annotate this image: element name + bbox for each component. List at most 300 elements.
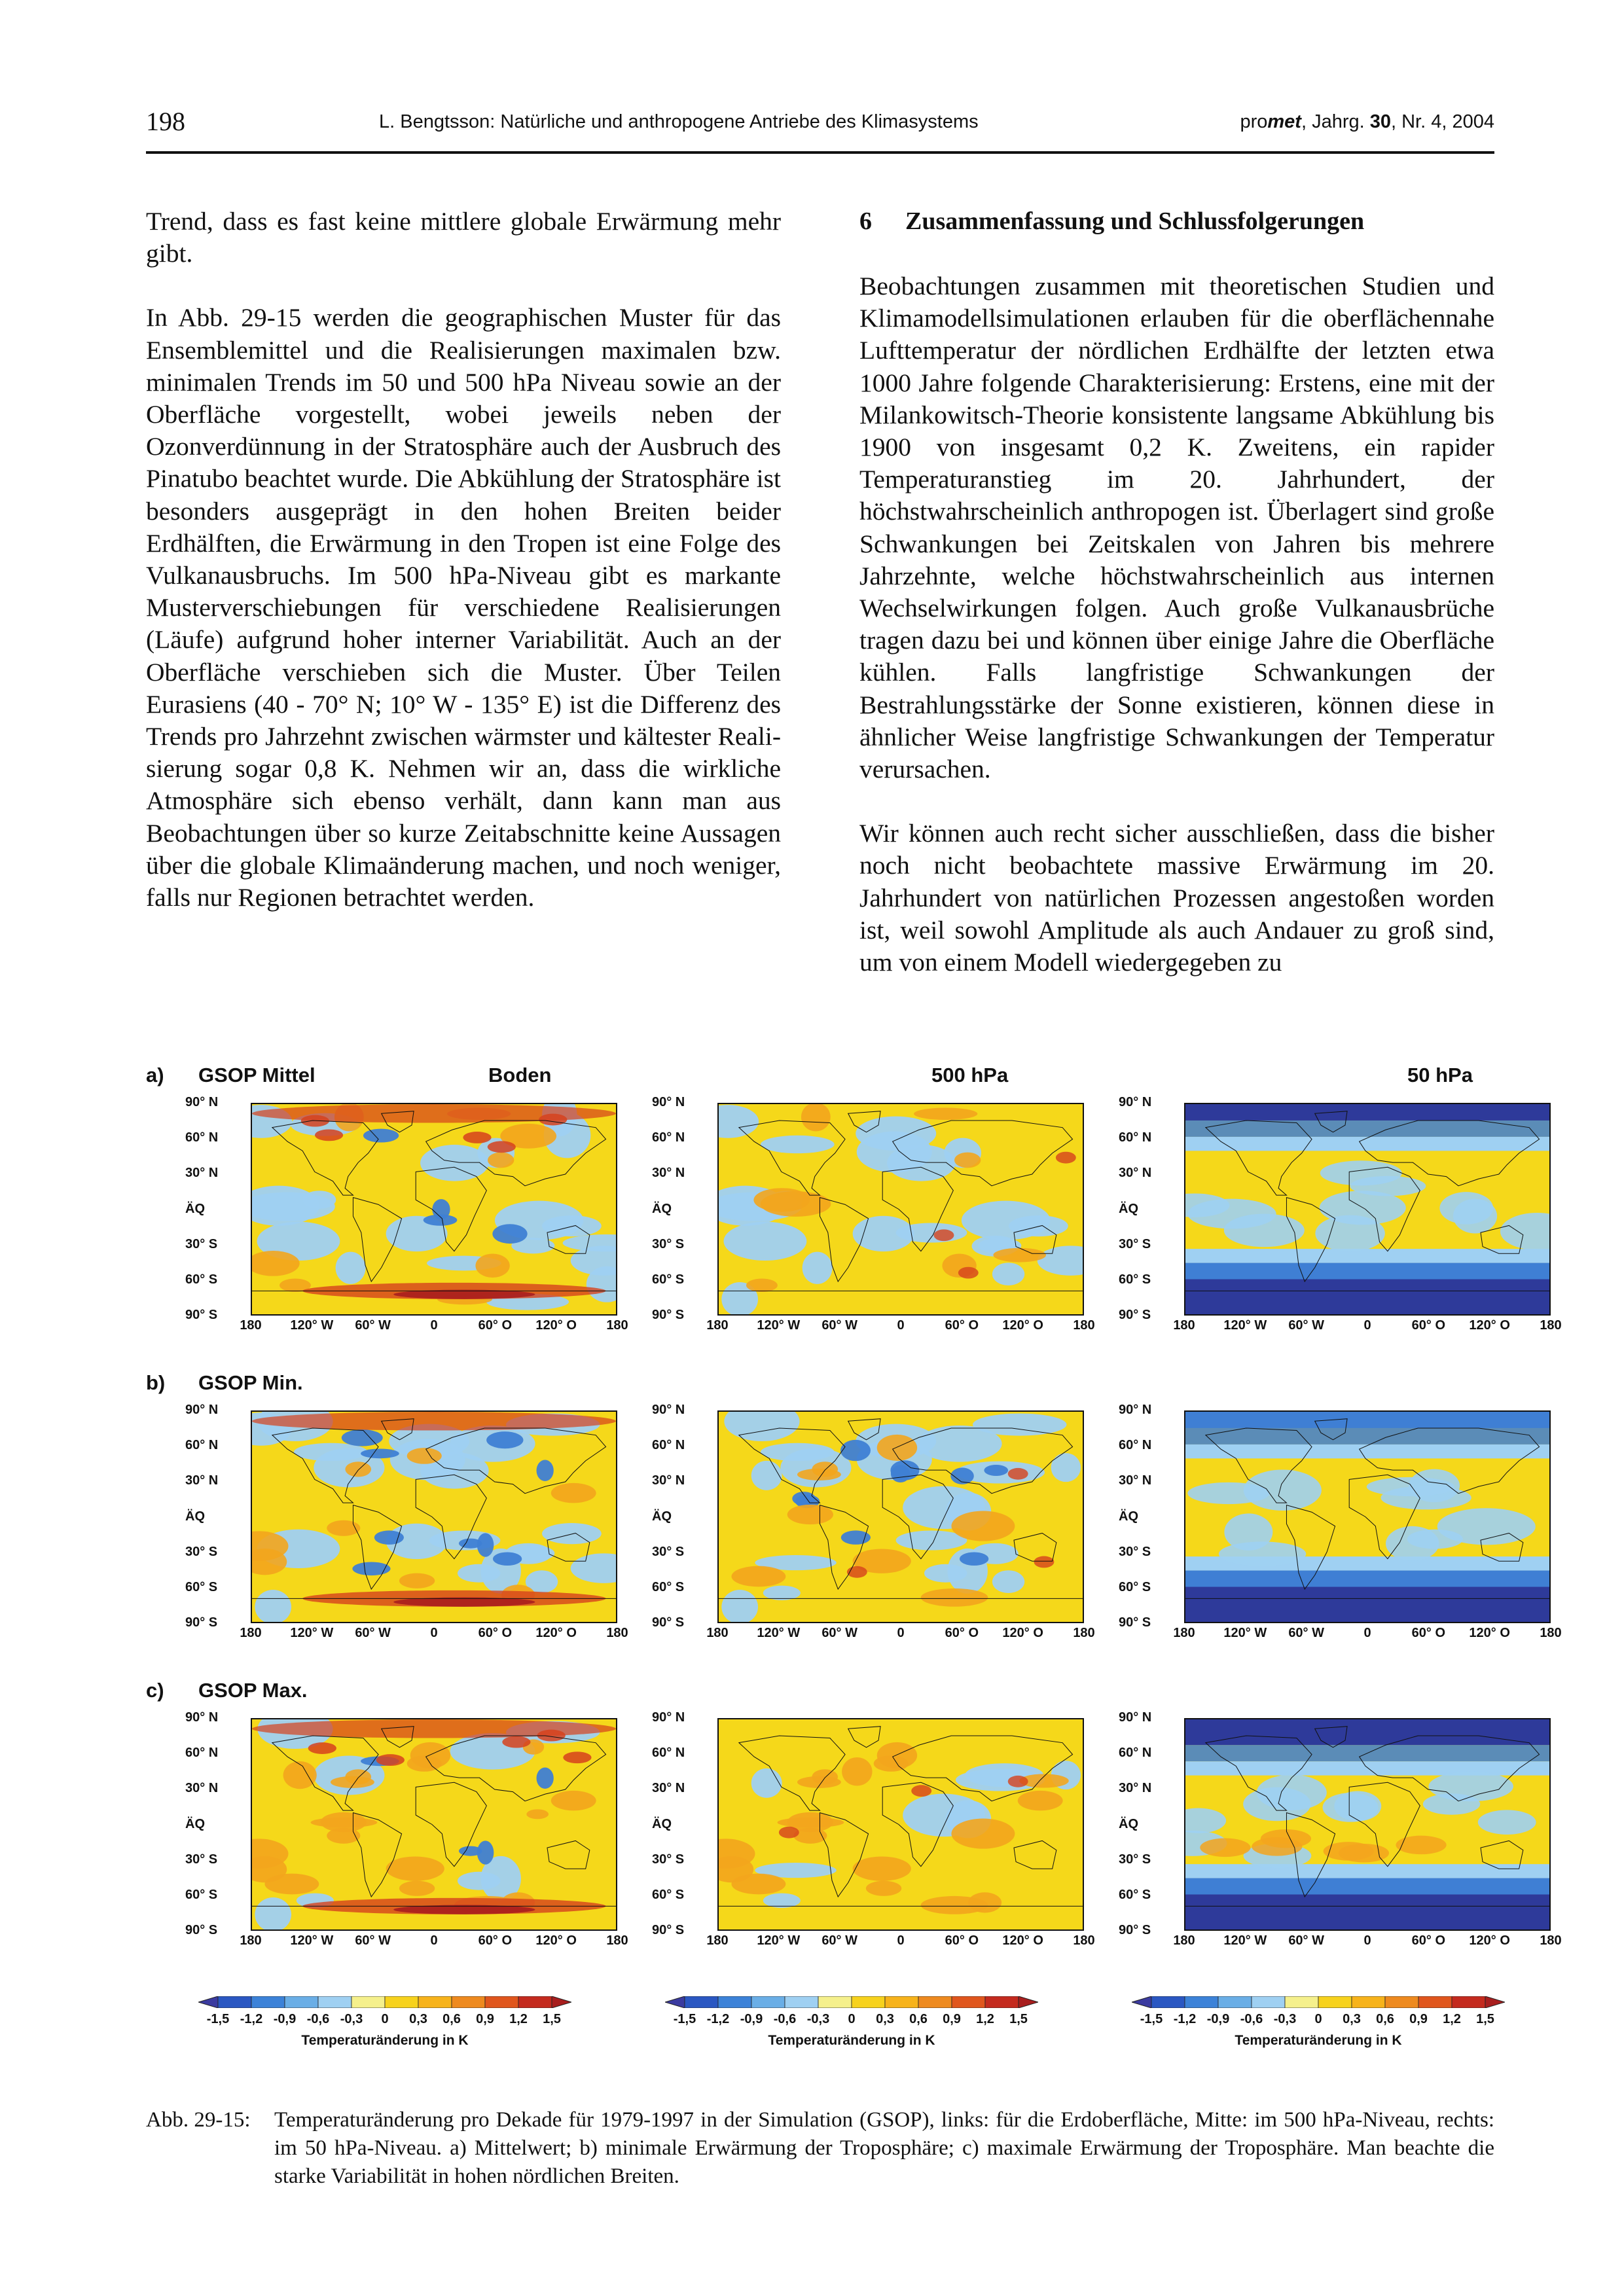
lat-label-30s: 30° S [1119, 1236, 1151, 1251]
colorbar-tick: 0,9 [1409, 2012, 1428, 2026]
colorbar-tick: 1,5 [1009, 2012, 1028, 2026]
trend-patch [761, 1136, 835, 1153]
lat-label-90n: 90° N [652, 1403, 685, 1417]
trend-patch [321, 1812, 367, 1832]
section-title: Zusammenfassung und Schlussfolgerungen [905, 207, 1365, 235]
lat-label-aeq: ÄQ [652, 1509, 672, 1524]
colorbar-title: Temperaturänderung in K [768, 2033, 935, 2048]
lat-label-90n: 90° N [185, 1095, 219, 1109]
trend-patch [252, 1412, 616, 1431]
trend-patch [973, 1414, 1066, 1436]
lon-label-60w: 60° W [821, 1626, 857, 1640]
trend-patch [542, 1523, 602, 1544]
trend-patch [1252, 1837, 1302, 1856]
trend-patch [1257, 1775, 1327, 1810]
lon-label-180w: 180 [1173, 1933, 1195, 1948]
colorbar-title: Temperaturänderung in K [301, 2033, 469, 2048]
lon-label-120o: 120° O [535, 1318, 577, 1333]
lat-label-30n: 30° N [185, 1781, 219, 1796]
lon-label-60w: 60° W [1288, 1318, 1324, 1333]
journal-mid: , Jahrg. [1301, 111, 1370, 132]
trend-patch [458, 1564, 500, 1583]
trend-patch [731, 1566, 785, 1587]
lat-label-60n: 60° N [185, 1130, 219, 1145]
lon-label-120w: 120° W [290, 1933, 334, 1948]
trend-patch [1187, 1482, 1269, 1504]
trend-patch [551, 1483, 596, 1503]
trend-patch [363, 1129, 399, 1143]
trend-patch [914, 1108, 977, 1120]
polar-band-south-outer [1185, 1878, 1549, 1895]
lat-label-60s: 60° S [652, 1887, 685, 1902]
lat-label-aeq: ÄQ [652, 1816, 672, 1831]
lon-label-180w: 180 [706, 1626, 729, 1640]
lon-label-0: 0 [430, 1318, 438, 1333]
colorbar-segment [818, 1996, 852, 2008]
trend-patch [345, 1462, 371, 1477]
trend-patch [924, 1564, 967, 1583]
trend-patch [803, 1252, 833, 1284]
lon-label-60w: 60° W [1288, 1933, 1324, 1948]
polar-band-south [1185, 1895, 1549, 1930]
trend-patch [1320, 1160, 1402, 1185]
map-panel-min-500hpa [717, 1410, 1084, 1623]
colorbar-tip-low [198, 1996, 218, 2008]
lon-label-0: 0 [897, 1933, 905, 1948]
lat-label-30s: 30° S [185, 1236, 218, 1251]
colorbar-segment [885, 1996, 918, 2008]
row-letter-c: c) [146, 1679, 164, 1702]
trend-patch [539, 1114, 567, 1126]
trend-patch [537, 1767, 554, 1789]
lon-label-0: 0 [897, 1626, 905, 1640]
lon-label-60w: 60° W [821, 1318, 857, 1333]
colorbar-tick: -0,9 [273, 2012, 297, 2026]
trend-patch [537, 1460, 554, 1481]
trend-patch [853, 1856, 911, 1880]
colorbar-segment [1452, 1996, 1485, 2008]
trend-patch [502, 1736, 530, 1748]
trend-patch [921, 1896, 988, 1914]
colorbar-tick: 1,2 [1443, 2012, 1461, 2026]
colorbar-tick: -0,6 [1240, 2012, 1263, 2026]
map-svg [719, 1412, 1083, 1622]
trend-patch [877, 1742, 917, 1768]
colorbar-tip-high [1019, 1996, 1038, 2008]
lon-label-180w: 180 [706, 1933, 729, 1948]
trend-patch [746, 1279, 778, 1292]
lon-label-120o: 120° O [1469, 1626, 1510, 1640]
lon-label-0: 0 [1363, 1933, 1371, 1948]
lat-label-90s: 90° S [1119, 1615, 1151, 1630]
lon-label-120w: 120° W [757, 1318, 801, 1333]
trend-patch [779, 1827, 799, 1839]
colorbar-segment [1252, 1996, 1285, 2008]
trend-patch [934, 1229, 954, 1241]
map-svg [252, 1104, 616, 1314]
lon-label-120w: 120° W [290, 1626, 334, 1640]
lat-label-90s: 90° S [185, 1923, 218, 1937]
lat-label-90s: 90° S [652, 1615, 685, 1630]
polar-band-south-outer [1185, 1571, 1549, 1587]
colorbar-tip-high [552, 1996, 571, 2008]
colorbar-tick: 0,6 [909, 2012, 928, 2026]
map-panel-max-boden [251, 1718, 617, 1931]
section-number: 6 [859, 207, 872, 235]
lat-label-30s: 30° S [185, 1852, 218, 1867]
trend-patch [399, 1881, 435, 1896]
colorbar-tick: 1,2 [976, 2012, 994, 2026]
polar-band-north [1185, 1719, 1549, 1745]
left-column [146, 206, 781, 946]
colorbar-tick: -0,6 [773, 2012, 797, 2026]
trend-patch [1367, 1477, 1454, 1496]
header-rule [146, 151, 1494, 154]
map-panel-min-50hpa [1184, 1410, 1551, 1623]
colorbar-tick: -0,6 [306, 2012, 330, 2026]
lat-label-30n: 30° N [185, 1473, 219, 1488]
trend-patch [463, 1132, 491, 1143]
lon-label-180e: 180 [1540, 1933, 1562, 1948]
trend-patch [960, 1552, 988, 1566]
row-title-b: GSOP Min. [198, 1371, 303, 1394]
lon-label-120o: 120° O [1002, 1626, 1043, 1640]
trend-patch [993, 1248, 1046, 1263]
polar-band-south [1185, 1280, 1549, 1315]
colorbar-tick: -0,9 [1206, 2012, 1230, 2026]
colorbar-tick: -1,2 [240, 2012, 263, 2026]
trend-patch [1034, 1556, 1055, 1568]
lon-label-120o: 120° O [535, 1626, 577, 1640]
trend-patch [877, 1435, 917, 1461]
lon-label-60o: 60° O [1411, 1318, 1446, 1333]
trend-patch [751, 1461, 782, 1490]
lon-label-120w: 120° W [757, 1933, 801, 1948]
trend-patch [386, 1856, 444, 1880]
trend-patch [315, 1129, 343, 1141]
colorbar-segment [485, 1996, 518, 2008]
lat-label-30s: 30° S [185, 1544, 218, 1559]
map-svg [1185, 1719, 1549, 1929]
map-panel-mittel-boden [251, 1103, 617, 1316]
lat-label-30n: 30° N [1119, 1781, 1152, 1796]
lat-label-30n: 30° N [652, 1166, 685, 1181]
trend-patch [342, 1429, 383, 1446]
colorbar-segment [318, 1996, 352, 2008]
row-letter-b: b) [146, 1371, 166, 1394]
lat-label-60n: 60° N [652, 1438, 685, 1453]
lat-label-30s: 30° S [652, 1544, 685, 1559]
trend-patch [951, 1819, 1015, 1849]
row-title-c: GSOP Max. [198, 1679, 308, 1702]
lat-label-60n: 60° N [1119, 1746, 1152, 1761]
right-paragraph-2: Wir können auch recht sicher ausschließen, dass die bisher noch nicht beobachtete massive Erwärmung im 20. Jahrhundert von natürlichen Prozessen angestoßen worden ist, weil sowohl Amplitude als auch Andauer zu groß sind, um von einem Modell wiedergegeben zu [859, 819, 1494, 977]
lon-label-180e: 180 [1540, 1626, 1562, 1640]
lon-label-180w: 180 [706, 1318, 729, 1333]
lat-label-90s: 90° S [185, 1308, 218, 1322]
lat-label-60s: 60° S [652, 1579, 685, 1594]
trend-patch [1056, 1152, 1076, 1164]
subpolar-band-north [1185, 1137, 1549, 1151]
lat-label-60n: 60° N [1119, 1130, 1152, 1145]
lat-label-60n: 60° N [185, 1438, 219, 1453]
lon-label-120w: 120° W [757, 1626, 801, 1640]
lon-label-120o: 120° O [535, 1933, 577, 1948]
lat-label-30n: 30° N [185, 1166, 219, 1181]
colorbar-tick: 0 [381, 2012, 389, 2026]
trend-patch [563, 1751, 591, 1763]
trend-patch [458, 1872, 500, 1890]
trend-patch [763, 1893, 801, 1908]
lat-label-aeq: ÄQ [652, 1201, 672, 1216]
trend-patch [331, 1776, 374, 1788]
column-title-50hpa: 50 hPa [1407, 1064, 1473, 1086]
lon-label-60o: 60° O [945, 1626, 979, 1640]
figure-29-15 [146, 1054, 1562, 2075]
journal-brand: met [1267, 111, 1301, 132]
lon-label-60w: 60° W [355, 1626, 391, 1640]
colorbar-tick: 0 [848, 2012, 856, 2026]
lon-label-180w: 180 [1173, 1626, 1195, 1640]
column-title-500hpa: 500 hPa [931, 1064, 1009, 1086]
colorbar-tip-low [1132, 1996, 1151, 2008]
colorbar-tick: -1,2 [706, 2012, 730, 2026]
lat-label-90n: 90° N [1119, 1095, 1152, 1109]
polar-band-north [1185, 1412, 1549, 1428]
lat-label-30s: 30° S [652, 1236, 685, 1251]
lon-label-60o: 60° O [945, 1318, 979, 1333]
trend-patch [475, 1254, 509, 1278]
lon-label-120o: 120° O [1469, 1318, 1510, 1333]
lon-label-120w: 120° W [1223, 1318, 1267, 1333]
colorbar-500hpa [665, 1996, 1038, 2008]
map-svg [1185, 1412, 1549, 1622]
trend-patch [761, 1191, 831, 1217]
lat-label-60n: 60° N [185, 1746, 219, 1761]
trend-patch [984, 1465, 1008, 1476]
colorbar-tick: -0,3 [340, 2012, 363, 2026]
lat-label-30s: 30° S [1119, 1544, 1151, 1559]
row-letter-a: a) [146, 1064, 164, 1086]
colorbar-title: Temperaturänderung in K [1235, 2033, 1402, 2048]
colorbar-segment [218, 1996, 251, 2008]
colorbar-segment [385, 1996, 418, 2008]
right-paragraph-1: Beobachtungen zusammen mit theoretischen Studien und Klimamodellsimulationen erlauben für die oberflächennahe Lufttemperatur der nördlichen Erdhälfte der letzten etwa 1000 Jahre folgende Charakterisierung: Erstens, eine mit der Milankowitsch-Theorie konsistente langsame Abkühlung bis 1900 von insgesamt 0,2 K. Zweitens, ein rapider Temperaturanstieg im 20. Jahrhundert, der höchstwahrscheinlich anthropogen ist. Überlagert sind große Schwankungen bei Zeitskalen von Jahren bis mehrere Jahrzehnte, welche höchstwahrscheinlich aus internen Wechselwirkungen folgen. Auch große Vulkanausbrüche tragen dazu bei und können über einige Jahre die Oberfläche kühlen. Falls langfristige Schwankungen der Bestrahlungsstärke der Sonne existieren, können diese in ähnlicher Weise langfristige Schwankungen der Temperatur verursachen. [859, 272, 1494, 784]
trend-patch [911, 1785, 931, 1797]
colorbar-tick: 1,5 [543, 2012, 561, 2026]
lon-label-60w: 60° W [821, 1933, 857, 1948]
subpolar-band-north [1185, 1444, 1549, 1458]
lat-label-aeq: ÄQ [185, 1201, 205, 1216]
trend-patch [264, 1874, 319, 1895]
trend-patch [493, 1552, 522, 1566]
lat-label-60s: 60° S [1119, 1887, 1151, 1902]
lon-label-60w: 60° W [1288, 1626, 1324, 1640]
page-header [146, 98, 1494, 151]
trend-patch [1396, 1836, 1446, 1855]
lon-label-180e: 180 [606, 1626, 628, 1640]
map-panel-max-500hpa [717, 1718, 1084, 1931]
colorbar-tick: 0,6 [1376, 2012, 1394, 2026]
trend-patch [1009, 1215, 1068, 1236]
trend-patch [958, 1267, 979, 1279]
colorbar-segment [1218, 1996, 1252, 2008]
colorbar-tick: -0,3 [806, 2012, 830, 2026]
lat-label-60s: 60° S [1119, 1272, 1151, 1287]
colorbar-segment [1285, 1996, 1318, 2008]
colorbar-tick: -0,9 [740, 2012, 763, 2026]
colorbar-segment [452, 1996, 485, 2008]
row-title-a: GSOP Mittel [198, 1064, 316, 1086]
lat-label-60s: 60° S [1119, 1579, 1151, 1594]
trend-patch [1334, 1791, 1381, 1821]
trend-patch [283, 1761, 317, 1789]
trend-patch [424, 1215, 458, 1226]
lon-label-180w: 180 [1173, 1318, 1195, 1333]
map-panel-min-boden [251, 1410, 617, 1623]
journal-info [1240, 111, 1494, 133]
lon-label-0: 0 [430, 1933, 438, 1948]
lat-label-aeq: ÄQ [185, 1816, 205, 1831]
lon-label-0: 0 [430, 1626, 438, 1640]
colorbar-segment [1352, 1996, 1385, 2008]
lon-label-180w: 180 [240, 1318, 262, 1333]
colorbar-boden [198, 1996, 571, 2008]
trend-patch [1200, 1839, 1250, 1857]
lon-label-180w: 180 [240, 1626, 262, 1640]
lon-label-60o: 60° O [1411, 1626, 1446, 1640]
lat-label-90s: 90° S [652, 1308, 685, 1322]
colorbar-50hpa [1132, 1996, 1505, 2008]
trend-patch [896, 1223, 967, 1242]
colorbar-segment [285, 1996, 318, 2008]
journal-suffix: , Nr. 4, 2004 [1391, 111, 1494, 132]
trend-patch [992, 1570, 1024, 1593]
colorbar-tick: -1,5 [1140, 2012, 1163, 2026]
trend-patch [486, 1431, 523, 1448]
map-svg [719, 1104, 1083, 1314]
colorbar-tick: 0,6 [442, 2012, 461, 2026]
lat-label-60s: 60° S [185, 1579, 218, 1594]
trend-patch [751, 1768, 782, 1798]
subpolar-band-south [1185, 1249, 1549, 1263]
lat-label-aeq: ÄQ [185, 1509, 205, 1524]
lon-label-60w: 60° W [355, 1318, 391, 1333]
lat-label-60s: 60° S [652, 1272, 685, 1287]
map-panel-mittel-50hpa [1184, 1103, 1551, 1316]
polar-band-south-outer [1185, 1263, 1549, 1280]
caption-text: Temperaturänderung pro Dekade für 1979-1997 in der Simulation (GSOP), links: für die Erdoberfläche, Mitte: im 500 hPa-Niveau, rechts: im 50 hPa-Niveau. a) Mittelwert; b) minimale Erwärmung der Troposphäre; c) maximale Erwärmung der Troposphäre. Man beachte die starke Variabilität in hohen nördlichen Breiten. [274, 2108, 1494, 2188]
map-panel-max-50hpa [1184, 1718, 1551, 1931]
trend-patch [1018, 1791, 1063, 1810]
trend-patch [842, 1757, 872, 1786]
trend-patch [787, 1505, 833, 1524]
trend-patch [951, 1511, 1015, 1541]
trend-patch [376, 1754, 405, 1766]
colorbar-segment [1385, 1996, 1418, 2008]
trend-patch [492, 1224, 527, 1244]
colorbar-segment [751, 1996, 785, 2008]
colorbar-segment [1185, 1996, 1218, 2008]
lon-label-180e: 180 [1073, 1626, 1095, 1640]
lat-label-60n: 60° N [1119, 1438, 1152, 1453]
trend-patch [1008, 1468, 1028, 1480]
colorbar-segment [1151, 1996, 1185, 2008]
lon-label-120w: 120° W [1223, 1626, 1267, 1640]
colorbar-segment [685, 1996, 718, 2008]
colorbar-tick: 0,3 [876, 2012, 894, 2026]
colorbar-tick: 0,3 [1343, 2012, 1361, 2026]
column-title-boden: Boden [488, 1064, 552, 1086]
lat-label-90n: 90° N [185, 1403, 219, 1417]
lat-label-60n: 60° N [652, 1746, 685, 1761]
trend-patch [1407, 1530, 1463, 1549]
colorbar-segment [852, 1996, 885, 2008]
trend-patch [526, 1809, 549, 1819]
colorbar-segment [352, 1996, 385, 2008]
colorbar-segment [251, 1996, 285, 2008]
colorbar-segment [518, 1996, 552, 2008]
map-svg [719, 1719, 1083, 1929]
caption-label: Abb. 29-15: [146, 2108, 251, 2132]
map-panel-mittel-500hpa [717, 1103, 1084, 1316]
trend-patch [1219, 1541, 1306, 1566]
lat-label-90s: 90° S [1119, 1923, 1151, 1937]
lat-label-90n: 90° N [1119, 1710, 1152, 1725]
lon-label-60o: 60° O [478, 1933, 513, 1948]
colorbar-tick: -1,5 [673, 2012, 696, 2026]
lon-label-60o: 60° O [1411, 1933, 1446, 1948]
lat-label-aeq: ÄQ [1119, 1816, 1138, 1831]
lat-label-90s: 90° S [185, 1615, 218, 1630]
lat-label-aeq: ÄQ [1119, 1201, 1138, 1216]
lat-label-90s: 90° S [1119, 1308, 1151, 1322]
lon-label-120o: 120° O [1002, 1318, 1043, 1333]
lon-label-0: 0 [1363, 1626, 1371, 1640]
lon-label-60w: 60° W [355, 1933, 391, 1948]
trend-patch [488, 1153, 514, 1168]
trend-patch [477, 1840, 494, 1864]
subpolar-band-south [1185, 1864, 1549, 1878]
lon-label-180e: 180 [606, 1318, 628, 1333]
lat-label-aeq: ÄQ [1119, 1509, 1138, 1524]
lat-label-30n: 30° N [1119, 1166, 1152, 1181]
colorbar-tip-high [1485, 1996, 1505, 2008]
trend-patch [336, 1252, 366, 1284]
lat-label-30n: 30° N [652, 1473, 685, 1488]
trend-patch [308, 1742, 336, 1754]
lat-label-90n: 90° N [1119, 1403, 1152, 1417]
trend-patch [992, 1263, 1024, 1285]
lon-label-120w: 120° W [290, 1318, 334, 1333]
lat-label-60n: 60° N [652, 1130, 685, 1145]
trend-patch [723, 1222, 806, 1261]
trend-patch [488, 1141, 516, 1153]
colorbar-tick: 0 [1314, 2012, 1322, 2026]
lat-label-90n: 90° N [652, 1095, 685, 1109]
colorbar-segment [985, 1996, 1019, 2008]
section-heading [859, 206, 1494, 238]
colorbar-segment [1418, 1996, 1452, 2008]
trend-patch [857, 1132, 932, 1173]
colorbar-tick: -1,5 [206, 2012, 230, 2026]
lat-label-30s: 30° S [652, 1852, 685, 1867]
polar-band-north [1185, 1104, 1549, 1121]
lon-label-120w: 120° W [1223, 1933, 1267, 1948]
lat-label-30s: 30° S [1119, 1852, 1151, 1867]
colorbar-segment [952, 1996, 985, 2008]
journal-prefix: pro [1240, 111, 1268, 132]
